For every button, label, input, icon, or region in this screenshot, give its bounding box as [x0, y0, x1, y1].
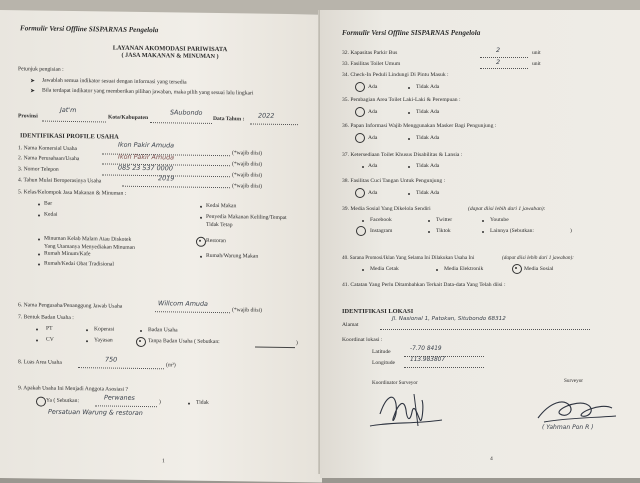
- petunjuk-item-1: Jawablah semua indikator sesuai dengan informasi yang tersedia: [42, 77, 187, 86]
- wajib-note: (*wajib diisi): [232, 150, 262, 157]
- surveyor-label: Surveyor: [564, 378, 584, 384]
- option-tanpa-badan-usaha[interactable]: Tanpa Badan Usaha ( Sebutkan:: [148, 338, 220, 346]
- option-tidak-ada[interactable]: Tidak Ada: [416, 109, 440, 115]
- option-koperasi[interactable]: Koperasi: [94, 326, 115, 333]
- latitude-field[interactable]: -7.70 8419: [410, 346, 442, 352]
- left-form-page: Formulir Versi Offline SISPARNAS Pengelola LAYANAN AKOMODASI PARIWISATA ( JASA MAKANAN & MINUMAN ) Petunjuk pengisian : ➤ Jawablah semua indikator sesuai dengan informasi yang tersedia ➤ Bila terdapat indikator yang memberikan pilihan jawaban, maka pilih yang sesuai lalu lingkari Provinsi Jat'm Kota/Kabupaten SAubondo Data Tahun : 2022 IDENTIFIKASI PROFILE USAHA 1. Nama Komersial Usaha Ikon Pakir Amuda (*wajib diisi) 2. Nama Perusahaan/Usaha Ikon Pakir Amuda (*wajib diisi) 3. Nomor Telepon 085 23 537 0000 (*wajib diisi) 4. Tahun Mulai Beroperasinya Usaha 2019 (*wajib diisi) 5. Kelas/Kelompok Jasa Makanan & Minuman : Bar Kedai Kedai Makan Penyedia Makanan Keliling/Tempat Tidak Tetap Minuman Kelab Malam Atau Diskotek Yang Utamanya Menyediakan Minuman Restoran Rumah Minum/Kafe Rumah/Warung Makan Rumah/Kedai Obat Tradisional 6. Nama Pengusaha/Penanggung Jawab Usaha Willcom Amuda (*wajib diisi) 7. Bentuk Badan Usaha : PT Koperasi Badan Usaha CV Yayasan Tanpa Badan Usaha ( Sebutkan: ) 8. Luas Area Usaha 750 (m²) 9. Apakah Usaha Ini Menjadi Anggota Asosiasi ? Ya ( Sebutkan: Perwanes ) Tidak Persatuan Warung & restoran 1: [0, 10, 322, 482]
- option-media-elektronik[interactable]: Media Elektronik: [444, 266, 484, 272]
- option-tidak-ada[interactable]: Tidak Ada: [416, 84, 440, 90]
- q9-field[interactable]: Perwanes: [104, 393, 135, 402]
- q32-label: 32. Kapasitas Parkir Bus: [342, 50, 398, 56]
- q3-label: 3. Nomor Telepon: [18, 166, 59, 173]
- option-tiktok[interactable]: Tiktok: [436, 228, 451, 234]
- unit-label: unit: [532, 50, 541, 56]
- option-bar[interactable]: Bar: [44, 200, 53, 207]
- option-ada[interactable]: Ada: [368, 190, 378, 196]
- option-instagram[interactable]: Instagram: [370, 228, 393, 234]
- q9-label: 9. Apakah Usaha Ini Menjadi Anggota Asosiasi ?: [18, 385, 128, 393]
- option-tidak-ada[interactable]: Tidak Ada: [416, 190, 440, 196]
- q39-label: 39. Media Sosial Yang Dikelola Sendiri: [342, 206, 431, 212]
- q3-field[interactable]: 085 23 537 0000: [118, 163, 173, 173]
- option-rumah-tradisional[interactable]: Rumah/Kedai Obat Tradisional: [44, 260, 114, 268]
- right-form-page: Formulir Versi Offline SISPARNAS Pengelola 32. Kapasitas Parkir Bus 2 unit 33. Fasilitas Toilet Umum 2 unit 34. Check-In Peduli Lindungi Di Pintu Masuk : Ada Tidak Ada 35. Pembagian Area Toilet Laki-Laki & Perempuan : Ada Tidak Ada 36. Papan Informasi Wajib Menggunakan Masker Bagi Pengunjung : Ada Tidak Ada 37. Ketersediaan Toilet Khusus Disabilitas & Lansia : Ada Tidak Ada 38. Fasilitas Cuci Tangan Untuk Pengunjung : Ada Tidak Ada 39. Media Sosial Yang Dikelola Sendiri (dapat diisi lebih dari 1 jawaban): Facebook Twitter Youtube Instagram Tiktok Lainnya (Sebutkan: ) 40. Sarana Promosi/Iklan Yang Selama Ini Dilakukan Usaha Ini (dapat diisi lebih dari 1 jawaban): Media Cetak Media Elektronik Media Sosial 41. Catatan Yang Perlu Ditambahkan Terkait Data-data Yang Telah diisi : IDENTIFIKASI LOKASI Alamat Jl. Nasional 1, Patokan, Situbondo 68312 Koordinat lokasi : Latitude -7.70 8419 Longitude 113.983807 Koordinator Surveyor Surveyor ( Yahman Pon R ) 4: [320, 10, 640, 478]
- q33-label: 33. Fasilitas Toilet Umum: [342, 61, 401, 67]
- surveyor-name: ( Yahman Pon R ): [542, 424, 594, 431]
- tahun-label: Data Tahun :: [213, 115, 245, 123]
- option-ada[interactable]: Ada: [368, 84, 378, 90]
- selected-circle-icon: [355, 107, 365, 117]
- q8-field[interactable]: 750: [105, 355, 118, 364]
- option-tidak[interactable]: Tidak: [196, 399, 209, 406]
- provinsi-field[interactable]: Jat'm: [60, 105, 77, 115]
- petunjuk-item-2: Bila terdapat indikator yang memberikan pilihan jawaban, maka pilih yang sesuai lalu lingkari: [42, 87, 254, 97]
- option-lainnya[interactable]: Lainnya (Sebutkan:: [490, 228, 534, 234]
- section-title-profile: IDENTIFIKASI PROFILE USAHA: [20, 132, 119, 141]
- option-tidak-ada[interactable]: Tidak Ada: [416, 163, 440, 169]
- option-ada[interactable]: Ada: [368, 109, 378, 115]
- page-number: 1: [162, 458, 165, 465]
- q35-label: 35. Pembagian Area Toilet Laki-Laki & Perempuan :: [342, 97, 461, 103]
- latitude-label: Latitude: [372, 349, 391, 355]
- koordinat-label: Koordinat lokasi :: [342, 337, 383, 343]
- selected-circle-icon: [196, 237, 206, 247]
- option-badan-usaha[interactable]: Badan Usaha: [148, 327, 178, 334]
- selected-circle-icon: [136, 337, 146, 347]
- section-title-lokasi: IDENTIFIKASI LOKASI: [342, 308, 414, 315]
- q1-field[interactable]: Ikon Pakir Amuda: [118, 140, 175, 150]
- q38-label: 38. Fasilitas Cuci Tangan Untuk Pengunjung :: [342, 178, 446, 184]
- option-tidak-ada[interactable]: Tidak Ada: [416, 135, 440, 141]
- q40-label: 40. Sarana Promosi/Iklan Yang Selama Ini Dilakukan Usaha Ini: [342, 255, 475, 261]
- option-cv[interactable]: CV: [46, 336, 54, 343]
- kota-field[interactable]: SAubondo: [170, 108, 203, 117]
- koordinator-label: Koordinator Surveyor: [372, 380, 418, 386]
- form-subtitle: ( JASA MAKANAN & MINUMAN ): [121, 51, 219, 61]
- option-kedai-makan[interactable]: Kedai Makan: [206, 202, 237, 210]
- q37-label: 37. Ketersediaan Toilet Khusus Disabilitas & Lansia :: [342, 152, 463, 158]
- selected-circle-icon: [355, 133, 365, 143]
- form-title: LAYANAN AKOMODASI PARIWISATA: [112, 44, 228, 54]
- q8-label: 8. Luas Area Usaha: [18, 359, 62, 366]
- option-facebook[interactable]: Facebook: [370, 217, 392, 223]
- petunjuk-label: Petunjuk pengisian :: [18, 66, 64, 73]
- q36-label: 36. Papan Informasi Wajib Menggunakan Masker Bagi Pengunjung :: [342, 123, 497, 129]
- page-number: 4: [490, 456, 493, 462]
- surveyor-signature: [530, 388, 620, 428]
- right-page-header: Formulir Versi Offline SISPARNAS Pengelola: [342, 29, 481, 37]
- wajib-note: (*wajib diisi): [232, 172, 262, 179]
- q4-field[interactable]: 2019: [158, 174, 175, 183]
- option-pt[interactable]: PT: [46, 325, 53, 332]
- q41-label: 41. Catatan Yang Perlu Ditambahkan Terkait Data-data Yang Telah diisi :: [342, 282, 506, 288]
- option-penyedia-line2: Tidak Tetap: [206, 221, 233, 229]
- option-minuman[interactable]: Minuman Kelab Malam Atau Diskotek: [44, 235, 132, 243]
- option-minuman-line2: Yang Utamanya Menyediakan Minuman: [44, 243, 135, 251]
- q40-hint: (dapat diisi lebih dari 1 jawaban):: [502, 255, 574, 261]
- selected-circle-icon: [356, 226, 366, 236]
- q32-field[interactable]: 2: [496, 46, 501, 54]
- option-kedai[interactable]: Kedai: [44, 211, 58, 218]
- option-yayasan[interactable]: Yayasan: [94, 337, 113, 344]
- arrow-icon: ➤: [30, 87, 36, 95]
- q34-label: 34. Check-In Peduli Lindungi Di Pintu Masuk :: [342, 72, 449, 78]
- q4-label: 4. Tahun Mulai Beroperasinya Usaha: [18, 177, 102, 185]
- wajib-note: (*wajib diisi): [232, 161, 262, 168]
- q2-label: 2. Nama Perusahaan/Usaha: [18, 155, 80, 163]
- q6-field[interactable]: Willcom Amuda: [158, 299, 208, 308]
- q5-label: 5. Kelas/Kelompok Jasa Makanan & Minuman :: [18, 189, 127, 197]
- alamat-label: Alamat: [342, 322, 359, 328]
- option-restoran[interactable]: Restoran: [206, 237, 226, 245]
- selected-circle-icon: [512, 264, 522, 274]
- selected-circle-icon: [355, 82, 365, 92]
- alamat-field[interactable]: Jl. Nasional 1, Patokan, Situbondo 68312: [392, 316, 506, 322]
- option-penyedia[interactable]: Penyedia Makanan Keliling/Tempat: [206, 213, 287, 222]
- option-ada[interactable]: Ada: [368, 135, 378, 141]
- selected-circle-icon: [36, 397, 46, 407]
- tahun-field[interactable]: 2022: [258, 111, 275, 120]
- q39-hint: (dapat diisi lebih dari 1 jawaban):: [468, 206, 546, 212]
- q33-field[interactable]: 2: [496, 58, 501, 66]
- q7-label: 7. Bentuk Badan Usaha :: [18, 314, 74, 322]
- q1-label: 1. Nama Komersial Usaha: [18, 145, 78, 153]
- provinsi-label: Provinsi: [18, 113, 38, 120]
- unit-label: unit: [532, 61, 541, 67]
- option-media-sosial[interactable]: Media Sosial: [524, 266, 554, 272]
- koordinator-signature: [360, 386, 450, 436]
- longitude-field[interactable]: 113.983807: [410, 357, 446, 363]
- wajib-note: (*wajib diisi): [232, 307, 262, 314]
- q8-unit: (m²): [166, 362, 176, 369]
- longitude-label: Longitude: [372, 360, 395, 366]
- option-youtube[interactable]: Youtube: [490, 217, 509, 223]
- left-page-header: Formulir Versi Offline SISPARNAS Pengelola: [20, 24, 159, 35]
- kota-label: Kota/Kabupaten: [108, 114, 149, 122]
- option-ada[interactable]: Ada: [368, 163, 378, 169]
- option-rumah-makan[interactable]: Rumah/Warung Makan: [206, 252, 259, 260]
- q2-field[interactable]: Ikon Pakir Amuda: [118, 152, 175, 162]
- option-twitter[interactable]: Twitter: [436, 217, 453, 223]
- wajib-note: (*wajib diisi): [232, 183, 262, 190]
- arrow-icon: ➤: [30, 77, 36, 85]
- q9-field-extra[interactable]: Persatuan Warung & restoran: [48, 407, 143, 417]
- option-ya[interactable]: Ya ( Sebutkan:: [46, 397, 79, 405]
- q6-label: 6. Nama Pengusaha/Penanggung Jawab Usaha: [18, 302, 123, 310]
- selected-circle-icon: [355, 188, 365, 198]
- option-rumah-minum[interactable]: Rumah Minum/Kafe: [44, 250, 91, 258]
- option-media-cetak[interactable]: Media Cetak: [370, 266, 399, 272]
